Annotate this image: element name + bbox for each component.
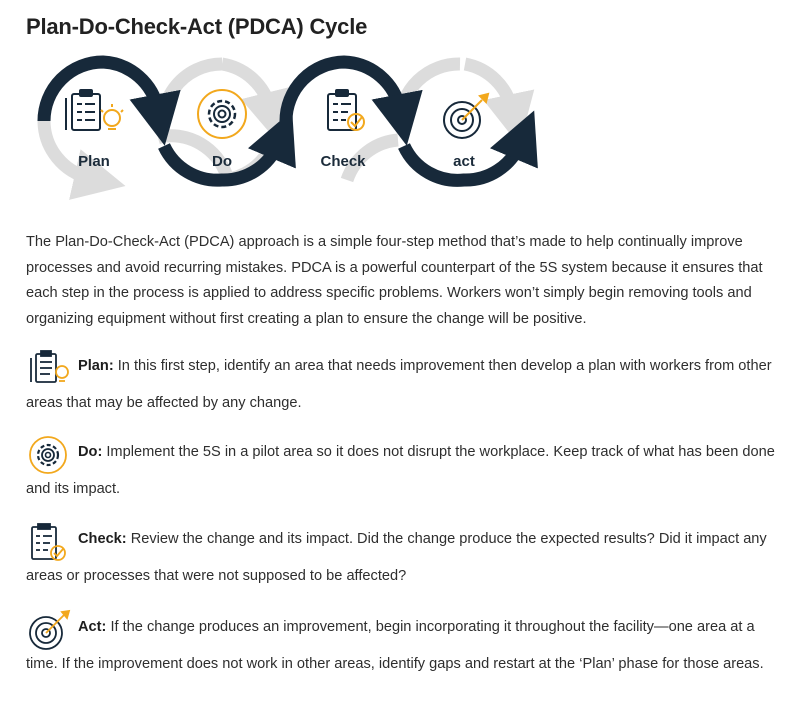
act-step-icon [26, 609, 76, 653]
step-check [26, 521, 782, 595]
step-plan-body: In this first step, identify an area that needs improvement then develop a plan with workers from other areas that may be affected by any change. [26, 358, 772, 411]
plan-step-icon [26, 348, 76, 392]
step-check-body: Review the change and its impact. Did the change produce the expected results? Did it impact any areas or processes that were not supposed to be affected? [26, 531, 767, 584]
plan-clipboard-icon [66, 90, 100, 130]
step-do-text [26, 434, 782, 508]
step-do [26, 434, 782, 508]
cycle-gray-arcs [44, 62, 512, 180]
step-act-label: Act: [78, 619, 107, 635]
cycle-label-plan: Plan [78, 153, 110, 170]
step-plan [26, 348, 782, 422]
lightbulb-icon [101, 104, 123, 129]
cycle-navy-arcs [44, 62, 520, 180]
cycle-label-check: Check [320, 153, 366, 170]
intro-paragraph: The Plan-Do-Check-Act (PDCA) approach is a simple four-step method that’s made to help continually improve processes and avoid recurring mistakes. PDCA is a powerful counterpart of the 5S system because it ensures that each step in the process is applied to address specific problems. Workers won’t simply begin removing tools and organizing equipment without first creating a plan to ensure the change will be positive. [26, 234, 763, 327]
arrow-icon [462, 94, 488, 120]
step-plan-text [26, 348, 782, 422]
cycle-label-do: Do [212, 153, 232, 170]
step-act-body: If the change produces an improvement, begin incorporating it throughout the facility—one area at a time. If the improvement does not work in other areas, identify gaps and restart at the ‘Plan’ phase for those areas. [26, 619, 764, 672]
step-act-text [26, 609, 782, 683]
step-check-label: Check: [78, 531, 127, 547]
step-check-text [26, 521, 782, 595]
pdca-cycle-graphic [0, 52, 560, 212]
step-do-body: Implement the 5S in a pilot area so it does not disrupt the workplace. Keep track of what has been done and its impact. [26, 444, 775, 497]
cycle-label-act: act [453, 153, 475, 170]
step-act [26, 609, 782, 683]
check-step-icon [26, 521, 76, 569]
do-gear-icon [198, 90, 246, 138]
step-do-label: Do: [78, 444, 103, 460]
step-plan-label: Plan: [78, 358, 114, 374]
do-step-icon [26, 434, 76, 478]
page-title: Plan-Do-Check-Act (PDCA) Cycle [26, 14, 368, 39]
